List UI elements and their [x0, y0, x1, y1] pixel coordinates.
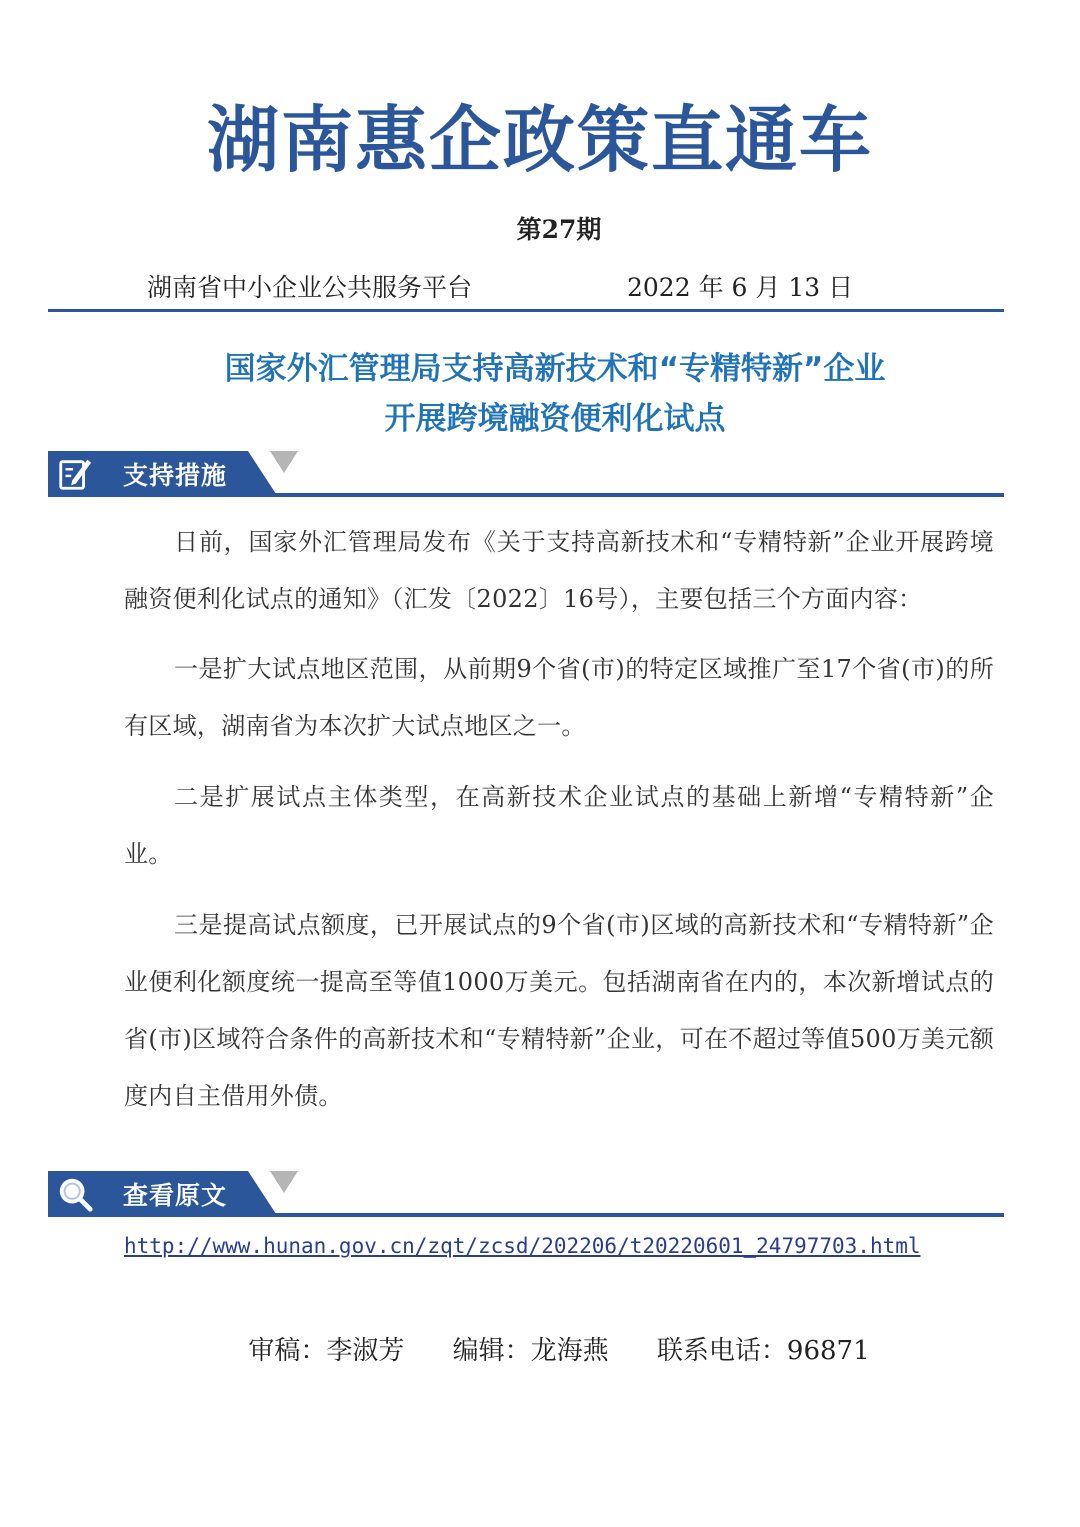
paragraph-intro: 日前，国家外汇管理局发布《关于支持高新技术和“专精特新”企业开展跨境融资便利化试点的通知》（汇发〔2022〕16号），主要包括三个方面内容： [124, 528, 994, 613]
section-label-measures: 支持措施 [123, 461, 228, 490]
section-tab-triangle [270, 451, 298, 473]
section-tab-triangle [270, 1171, 298, 1193]
publisher-name: 湖南省中小企业公共服务平台 [147, 273, 473, 302]
section-header-original [48, 1171, 1004, 1223]
article-headline-line1: 国家外汇管理局支持高新技术和“专精特新”企业 [224, 351, 886, 387]
paragraph-point-2: 二是扩展试点主体类型，在高新技术企业试点的基础上新增“专精特新”企业。 [124, 783, 994, 868]
footer-credits [0, 1330, 1080, 1367]
footer-reviewer: 审稿：李淑芳 [248, 1336, 405, 1366]
source-link[interactable]: http://www.hunan.gov.cn/zqt/zcsd/202206/t20220601_24797703.html [124, 1234, 921, 1258]
article-headline-line2: 开展跨境融资便利化试点 [384, 401, 726, 437]
magnifier-icon [56, 1175, 94, 1213]
paragraph-point-3: 三是提高试点额度，已开展试点的9个省(市)区域的高新技术和“专精特新”企业便利化额度统一提高至等值1000万美元。包括湖南省在内的，本次新增试点的省(市)区域符合条件的高新技术和“专精特新”企业，可在不超过等值500万美元额度内自主借用外债。 [124, 911, 994, 1110]
publish-date: 2022 年 6 月 13 日 [627, 273, 854, 302]
masthead-title: 湖南惠企政策直通车 [206, 98, 873, 182]
issue-number: 第27期 [516, 215, 602, 244]
section-underline [48, 1213, 1004, 1217]
paragraph-point-1: 一是扩大试点地区范围，从前期9个省(市)的特定区域推广至17个省(市)的所有区域，湖南省为本次扩大试点地区之一。 [124, 655, 994, 740]
pen-notepad-icon [56, 455, 94, 493]
footer-editor: 编辑：龙海燕 [452, 1336, 609, 1366]
meta-row [147, 268, 867, 304]
header-divider [48, 309, 1004, 312]
section-header-measures [48, 451, 1004, 503]
footer-phone: 联系电话：96871 [656, 1336, 870, 1366]
section-underline [48, 493, 1004, 497]
section-label-original: 查看原文 [123, 1181, 228, 1210]
